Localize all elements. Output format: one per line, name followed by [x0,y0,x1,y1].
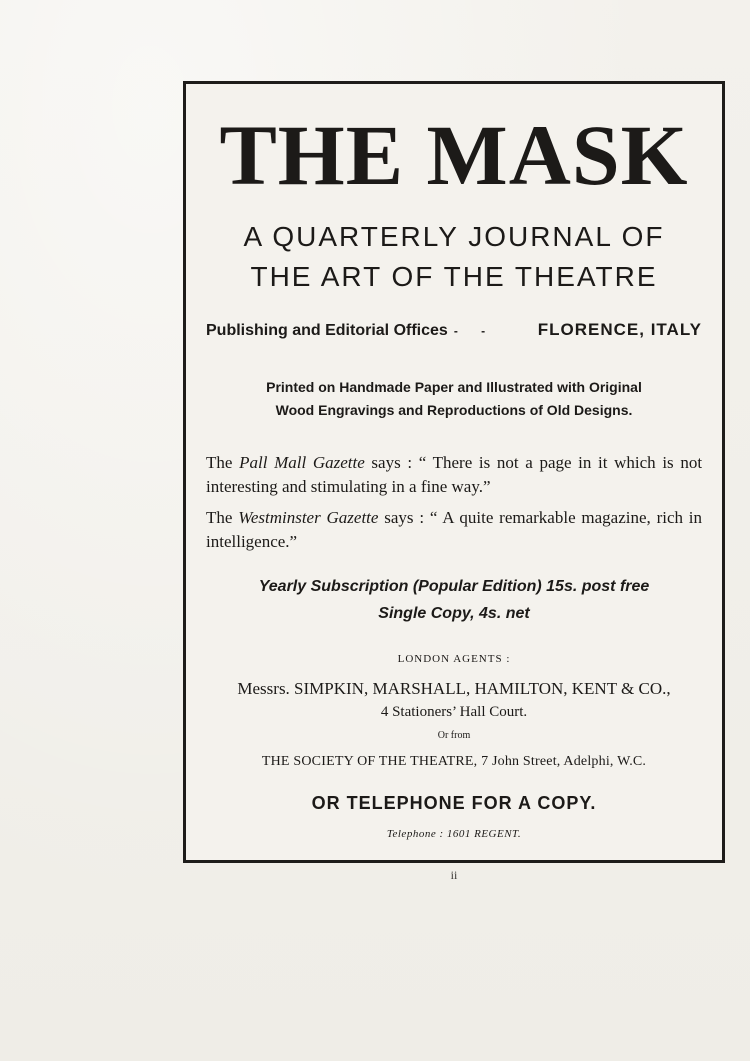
london-agents-label: LONDON AGENTS : [397,653,511,665]
press-quote [206,451,702,499]
quote-text: “ There is not a page in it which is not interesting and stimulating in a fine way.” [206,453,703,496]
printed-line2: Wood Engravings and Reproductions of Old Designs. [275,402,633,418]
offices-separator: - - [453,324,496,338]
single-copy-price: Single Copy, 4s. net [378,605,530,622]
quote-verb: says : [384,508,425,527]
quote-verb: says : [371,453,413,472]
or-from-label: Or from [437,730,471,741]
offices-location: FLORENCE, ITALY [537,320,702,339]
press-quote [206,506,702,554]
offices-label: Publishing and Editorial Offices [206,322,448,339]
society-address: THE SOCIETY OF THE THEATRE, 7 John Street, Adelphi, W.C. [261,754,647,769]
quote-source: Pall Mall Gazette [239,453,365,472]
quote-prefix: The [206,453,233,472]
quote-prefix: The [206,508,233,527]
page-number: ii [450,868,458,882]
masthead-subtitle-line1: A QUARTERLY JOURNAL OF [243,221,665,252]
quote-text: “ A quite remarkable magazine, rich in intelligence.” [206,508,703,551]
offices-line [206,320,702,340]
masthead-subtitle-line2: THE ART OF THE THEATRE [250,261,658,292]
offices-label-group [206,322,495,340]
agents-messrs: Messrs. SIMPKIN, MARSHALL, HAMILTON, KENT & CO., [237,679,671,698]
agents-address: 4 Stationers’ Hall Court. [380,704,528,720]
yearly-subscription: Yearly Subscription (Popular Edition) 15s. post free [258,578,650,595]
telephone-call-to-action: OR TELEPHONE FOR A COPY. [311,793,597,813]
quote-source: Westminster Gazette [238,508,379,527]
advertisement-frame [183,81,725,863]
printed-line1: Printed on Handmade Paper and Illustrated with Original [266,379,642,395]
masthead-title: THE MASK [219,107,689,203]
telephone-number: Telephone : 1601 REGENT. [386,828,522,840]
